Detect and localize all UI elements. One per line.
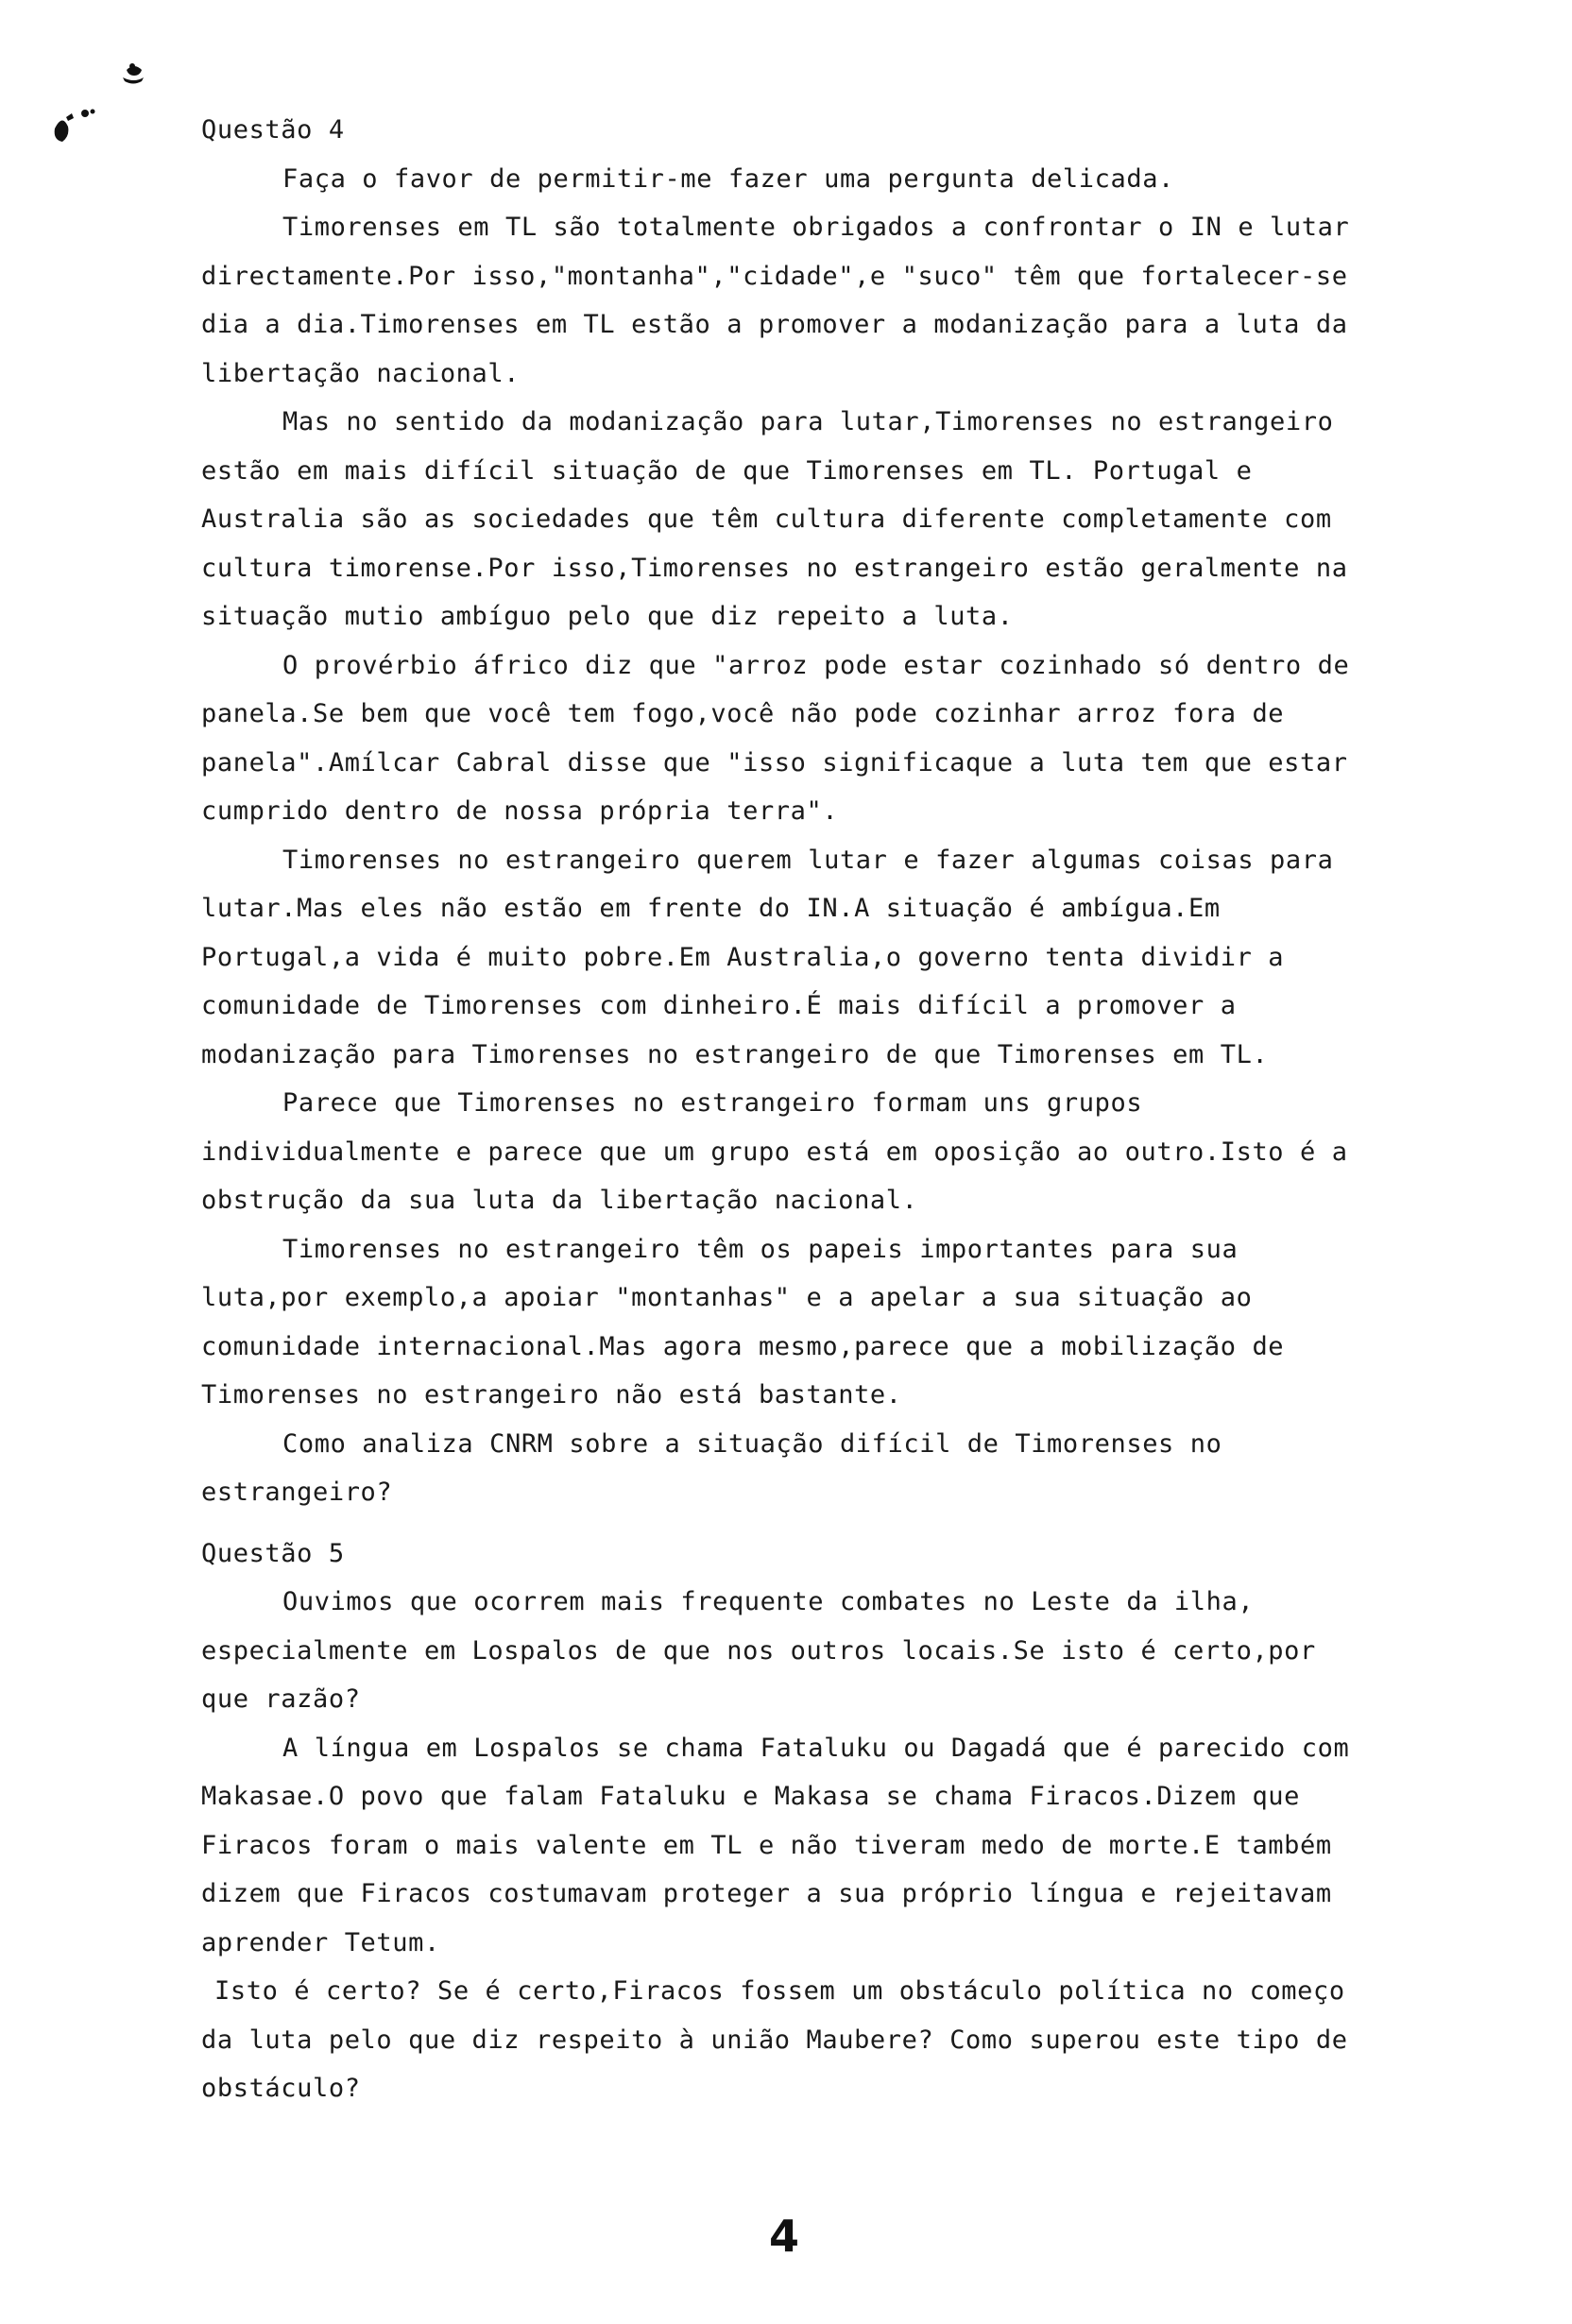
question-4-paragraph-5: Timorenses no estrangeiro querem lutar e fazer algumas coisas para lutar.Mas eles não estão em frente do IN.A situação é ambígua.Em Portugal,a vida é muito pobre.Em Australia,o governo tenta dividir a comunidade de Timorenses com dinheiro.É mais difícil a promover a modanização para Timorenses no estrangeiro de que Timorenses em TL. [201,845,1350,1069]
question-5-closing-paragraph: Isto é certo? Se é certo,Firacos fossem um obstáculo política no começo da luta pelo que diz respeito à união Maubere? Como superou este tipo de obstáculo? [201,1976,1364,2103]
question-5-paragraph-1: Ouvimos que ocorrem mais frequente combates no Leste da ilha, especialmente em Lospalos de que nos outros locais.Se isto é certo,por que razão? [201,1587,1332,1714]
question-4-paragraph-4: O provérbio áfrico diz que "arroz pode estar cozinhado só dentro de panela.Se bem que você tem fogo,você não pode cozinhar arroz fora de panela".Amílcar Cabral disse que "isso significaque a luta tem que estar cumprido dentro de nossa própria terra". [201,650,1366,826]
question-4-paragraph-1: Faça o favor de permitir-me fazer uma pergunta delicada. [282,163,1174,194]
section-gap [201,1517,1373,1529]
question-4-paragraph-7: Timorenses no estrangeiro têm os papeis importantes para sua luta,por exemplo,a apoiar "montanhas" e a apelar a sua situação ao comunidade internacional.Mas agora mesmo,parece que a mobilização de Timorenses no estrangeiro não está bastante. [201,1234,1301,1410]
question-5-heading: Questão 5 [201,1538,345,1568]
question-4-paragraph-2: Timorenses em TL são totalmente obrigados a confrontar o IN e lutar directamente.Por isso,"montanha","cidade",e "suco" têm que fortalecer-se dia a dia.Timorenses em TL estão a promover a modanização para a luta da libertação nacional. [201,213,1366,388]
document-body [201,106,1373,2113]
question-4-paragraph-8: Como analiza CNRM sobre a situação difícil de Timorenses no estrangeiro? [201,1428,1239,1507]
question-4-section [201,106,1373,1517]
question-4-paragraph-3: Mas no sentido da modanização para lutar,Timorenses no estrangeiro estão em mais difícil situação de que Timorenses em TL. Portugal e Australia são as sociedades que têm cultura diferente completamente com cultura timorense.Por isso,Timorenses no estrangeiro estão geralmente na situação mutio ambíguo pelo que diz repeito a luta. [201,407,1364,631]
question-5-paragraph-2: A língua em Lospalos se chama Fataluku ou Dagadá que é parecido com Makasae.O povo que falam Fataluku e Makasa se chama Firacos.Dizem que Firacos foram o mais valente em TL e não tiveram medo de morte.E também dizem que Firacos costumavam proteger a sua próprio língua e rejeitavam aprender Tetum. [201,1733,1366,1957]
question-4-heading: Questão 4 [201,115,345,145]
scan-marks [43,59,147,153]
question-4-paragraph-6: Parece que Timorenses no estrangeiro formam uns grupos individualmente e parece que um grupo está em oposição ao outro.Isto é a obstrução da sua luta da libertação nacional. [201,1088,1364,1215]
page-number: 4 [768,2211,799,2262]
question-5-section [201,1529,1373,2113]
